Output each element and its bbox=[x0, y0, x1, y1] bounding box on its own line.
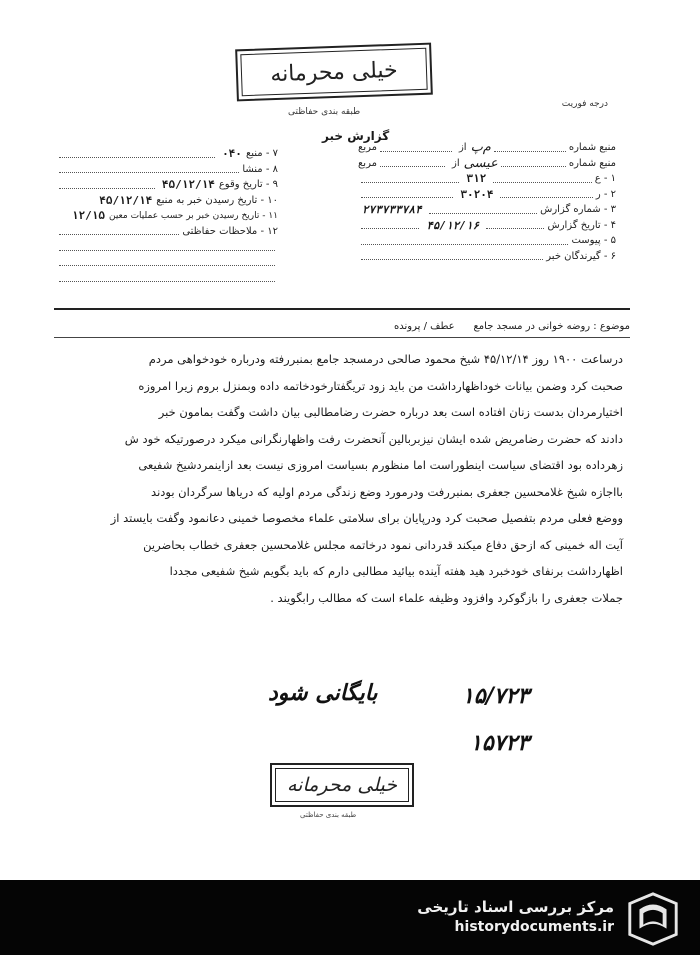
meta-label: ۳ - شماره گزارش bbox=[540, 204, 616, 216]
meta-row bbox=[56, 162, 278, 178]
footer-banner bbox=[0, 880, 700, 955]
meta-label: ۱۱ - تاریخ رسیدن خبر بر حسب عملیات معین bbox=[108, 210, 278, 221]
right-meta-column bbox=[358, 140, 616, 264]
meta-row bbox=[358, 249, 616, 265]
meta-hand-value: عیسی bbox=[463, 155, 498, 171]
meta-label: ۱ - ع bbox=[594, 173, 616, 185]
body-line: دادند که حضرت رضامریض شده ایشان نیزبربالین آنحضرت رفت واظهارنگرانی میکرد درصورتیکه خود ش bbox=[124, 431, 623, 446]
meta-row bbox=[358, 202, 616, 218]
body-line: بااجازه شیخ غلامحسین جعفری بمنبررفت ودرمورد وضع زندگی مردم اولیه که دریاها سرگردان بودند bbox=[151, 484, 623, 499]
meta-label: ۴ - تاریخ گزارش bbox=[547, 219, 616, 231]
handwritten-number-b: ۱۵۷۲۳ bbox=[470, 730, 530, 756]
meta-value: ۳۰۲۰۴ bbox=[460, 187, 494, 201]
body-line: ووضع فعلی مردم بتفصیل صحبت کرد ودرپایان برای سلامتی علماء مخصوصا خمینی دعانمود وگفت بایستد از bbox=[110, 511, 623, 525]
blank-row bbox=[56, 239, 278, 255]
meta-row bbox=[358, 218, 616, 234]
footer-org: مرکز بررسی اسناد تاریخی bbox=[417, 898, 614, 916]
meta-label: منبع شماره bbox=[568, 142, 616, 154]
body-line: اظهارداشت برنفای خودخبرد هید هفته آینده بیائید مطالبی دارم که باید بگویم شیخ شفیعی مجددا bbox=[169, 564, 623, 578]
meta-suffix-value: مربع bbox=[358, 142, 377, 154]
meta-row bbox=[56, 177, 278, 193]
meta-label: ۵ - پیوست bbox=[571, 235, 616, 247]
meta-row bbox=[358, 233, 616, 249]
meta-label: ۱۰ - تاریخ رسیدن خبر به منبع bbox=[156, 194, 278, 206]
meta-label: ۱۲ - ملاحظات حفاظتی bbox=[182, 225, 278, 237]
left-meta-column bbox=[56, 146, 278, 286]
blank-row bbox=[56, 255, 278, 271]
stamp-bottom bbox=[270, 763, 414, 807]
meta-row bbox=[358, 156, 616, 172]
stamp-top-text: خیلی محرمانه bbox=[240, 48, 427, 96]
meta-row bbox=[56, 193, 278, 209]
meta-row bbox=[358, 187, 616, 203]
meta-value: ۲۷۳۷۳۳۷۸۴ bbox=[362, 203, 422, 217]
file-ref-label: عطف / پرونده bbox=[394, 321, 455, 332]
meta-value: ۳۱۲ bbox=[466, 172, 487, 186]
meta-value: ۴۵/۱۲/۱۴ bbox=[99, 193, 153, 207]
handwritten-note: بایگانی شود bbox=[268, 680, 378, 706]
meta-row bbox=[358, 140, 616, 156]
meta-hand-value: م‌پ bbox=[470, 140, 491, 156]
meta-value: ۰۴۰ bbox=[222, 147, 242, 161]
footer-url[interactable]: historydocuments.ir bbox=[454, 919, 614, 935]
subject-label: موضوع bbox=[599, 321, 630, 332]
stamp-top bbox=[235, 43, 433, 102]
meta-label: ۶ - گیرندگان خبر bbox=[546, 250, 616, 262]
meta-suffix: از bbox=[452, 157, 460, 169]
body-line: آیت اله خمینی که ازحق دفاع میکند قدردانی نمود درخاتمه مجلس غلامحسین جعفری خطاب بحاضرین bbox=[143, 537, 623, 552]
report-body bbox=[58, 346, 623, 611]
meta-row bbox=[56, 208, 278, 224]
body-line: زهرداده بود اقتضای سیاست اینطوراست اما منظورم بسیاست امروزی نیست بعد ازاینمردشیخ شفیعی bbox=[138, 458, 623, 472]
meta-value: ۴۵/۱۲/۱۴ bbox=[161, 178, 215, 192]
handwritten-number-a: ۱۵/۷۲۳ bbox=[462, 683, 530, 709]
meta-label: ۲ - ر bbox=[595, 188, 616, 200]
report-title: گزارش خبر bbox=[322, 129, 390, 143]
blank-row bbox=[56, 270, 278, 286]
meta-label: ۹ - تاریخ وقوع bbox=[218, 179, 278, 191]
meta-label: منبع شماره bbox=[568, 157, 616, 169]
divider-subject bbox=[54, 337, 630, 338]
subject-row: موضوع : روضه خوانی در مسجد جامع عطف / پرونده bbox=[394, 321, 630, 332]
meta-suffix: از bbox=[458, 142, 467, 154]
subject-value: روضه خوانی در مسجد جامع bbox=[473, 321, 591, 332]
meta-row bbox=[56, 146, 278, 162]
meta-suffix-value: مربع bbox=[357, 157, 377, 169]
footer-text bbox=[417, 898, 614, 935]
body-line: اختیارمردان بدست زنان افتاده است بعد درباره حضرت رضامطالبی بیان داشت وگفت بمامون خبر bbox=[158, 405, 623, 419]
archive-logo-icon bbox=[624, 890, 682, 948]
body-line: صحبت کرد وضمن بیانات خوداظهارداشت من باید زود تریگفتارخودخاتمه داده وبمنزل بروم زیرا امروزه bbox=[138, 378, 623, 393]
divider-top bbox=[54, 308, 630, 310]
body-line: درساعت ۱۹۰۰ روز ۴۵/۱۲/۱۴ شیخ محمود صالحی درمسجد جامع بمنبررفته ودرباره خودخواهی مردم bbox=[148, 352, 623, 366]
meta-value: ۱۲/۱۵ bbox=[71, 209, 105, 223]
meta-row bbox=[358, 171, 616, 187]
meta-label: ۸ - منشا bbox=[242, 163, 278, 175]
body-line: جملات جعفری را بازگوکرد وافزود وظیفه علماء است که مطالب رابگویند . bbox=[270, 590, 623, 605]
stamp-bottom-text: خیلی محرمانه bbox=[275, 768, 409, 802]
meta-row bbox=[56, 224, 278, 240]
classification-label: طبقه بندی حفاظتی bbox=[288, 107, 361, 117]
meta-value: ۴۵/۱۲/۱۶ bbox=[426, 218, 480, 232]
meta-label: ۷ - منبع bbox=[245, 148, 278, 160]
stamp-bottom-sub: طبقه بندی حفاظتی bbox=[300, 811, 357, 819]
urgency-label: درجه فوریت bbox=[561, 99, 608, 109]
